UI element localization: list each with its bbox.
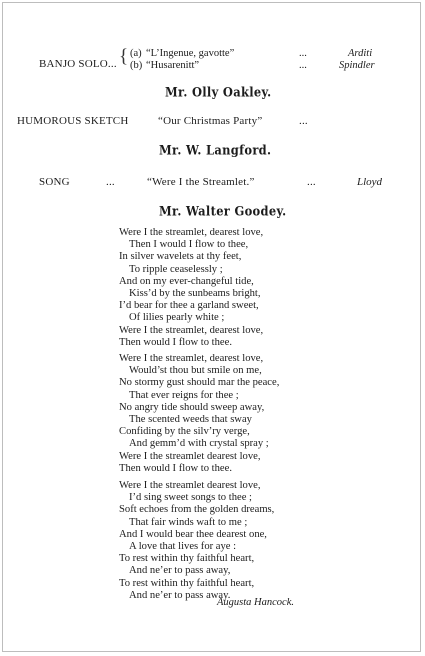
poem-line: That ever reigns for thee ; xyxy=(129,389,239,401)
poem-line: Confiding by the silv’ry verge, xyxy=(119,426,250,438)
sketch-performer: Mr. W. Langford. xyxy=(159,142,272,158)
sketch-title: “Our Christmas Party” xyxy=(158,115,263,127)
banjo-item-b-marker: (b) xyxy=(130,60,143,71)
poem-line: And gemm’d with crystal spray ; xyxy=(129,438,269,450)
poem-stanza-1 xyxy=(119,227,263,349)
banjo-item-a-composer: Arditi xyxy=(348,48,373,59)
programme-page xyxy=(2,2,421,652)
sketch-label: HUMOROUS SKETCH xyxy=(17,115,129,127)
poem-line: Then would I flow to thee. xyxy=(119,462,232,474)
poem-line: Of lilies pearly white ; xyxy=(129,312,225,324)
poem-stanza-3 xyxy=(119,480,274,602)
poem-author: Augusta Hancock. xyxy=(217,597,294,608)
banjo-item-a-title: “L’Ingenue, gavotte” xyxy=(146,48,235,59)
left-brace-upper: { xyxy=(119,46,129,67)
poem-line: To ripple ceaselessly ; xyxy=(129,263,223,275)
poem-line: Were I the streamlet, dearest love, xyxy=(119,227,264,238)
poem-line: To rest within thy faithful heart, xyxy=(119,553,255,565)
poem-line: Soft echoes from the golden dreams, xyxy=(119,504,275,516)
poem-line: In silver wavelets at thy feet, xyxy=(119,251,242,263)
poem-line: Would’st thou but smile on me, xyxy=(129,365,262,377)
poem-line: Were I the streamlet, dearest love, xyxy=(119,353,264,364)
poem-line: No stormy gust should mar the peace, xyxy=(119,377,280,389)
poem-line: A love that lives for aye : xyxy=(129,541,237,553)
poem-line: Were I the streamlet dearest love, xyxy=(119,480,261,491)
poem-line: And on my ever-changeful tide, xyxy=(119,275,254,287)
poem-line: And I would bear thee dearest one, xyxy=(119,528,267,540)
poem-line: Then would I flow to thee. xyxy=(119,336,232,348)
poem-line: To rest within thy faithful heart, xyxy=(119,577,255,589)
poem-line: And ne’er to pass away. xyxy=(129,589,231,601)
song-dots-left: ... xyxy=(106,176,115,188)
poem-line: And ne’er to pass away, xyxy=(129,565,231,577)
sketch-dots: ... xyxy=(299,115,308,127)
poem-line: No angry tide should sweep away, xyxy=(119,401,265,413)
song-dots-right: ... xyxy=(307,176,316,188)
poem-line: I’d sing sweet songs to thee ; xyxy=(129,492,252,504)
song-title: “Were I the Streamlet.” xyxy=(147,176,255,188)
poem-line: I’d bear for thee a garland sweet, xyxy=(119,300,259,312)
poem-line: Were I the streamlet, dearest love, xyxy=(119,324,264,336)
poem-line: The scented weeds that sway xyxy=(129,414,252,426)
banjo-solo-label: BANJO SOLO... xyxy=(39,58,117,70)
banjo-performer: Mr. Olly Oakley. xyxy=(165,84,272,100)
song-composer: Lloyd xyxy=(357,176,383,188)
banjo-item-a-marker: (a) xyxy=(130,48,142,59)
poem-line: Kiss’d by the sunbeams bright, xyxy=(129,288,261,300)
banjo-item-b-title: “Husarenitt” xyxy=(146,60,200,71)
poem-line: Were I the streamlet dearest love, xyxy=(119,450,261,462)
poem-stanza-2 xyxy=(119,353,279,475)
poem-line: Then I would I flow to thee, xyxy=(129,239,249,251)
banjo-item-b-composer: Spindler xyxy=(339,60,375,71)
song-label: SONG xyxy=(39,176,70,188)
banjo-item-b-dots: ... xyxy=(299,60,307,71)
song-performer: Mr. Walter Goodey. xyxy=(159,203,287,219)
banjo-item-a-dots: ... xyxy=(299,48,307,59)
poem-line: That fair winds waft to me ; xyxy=(129,516,248,528)
